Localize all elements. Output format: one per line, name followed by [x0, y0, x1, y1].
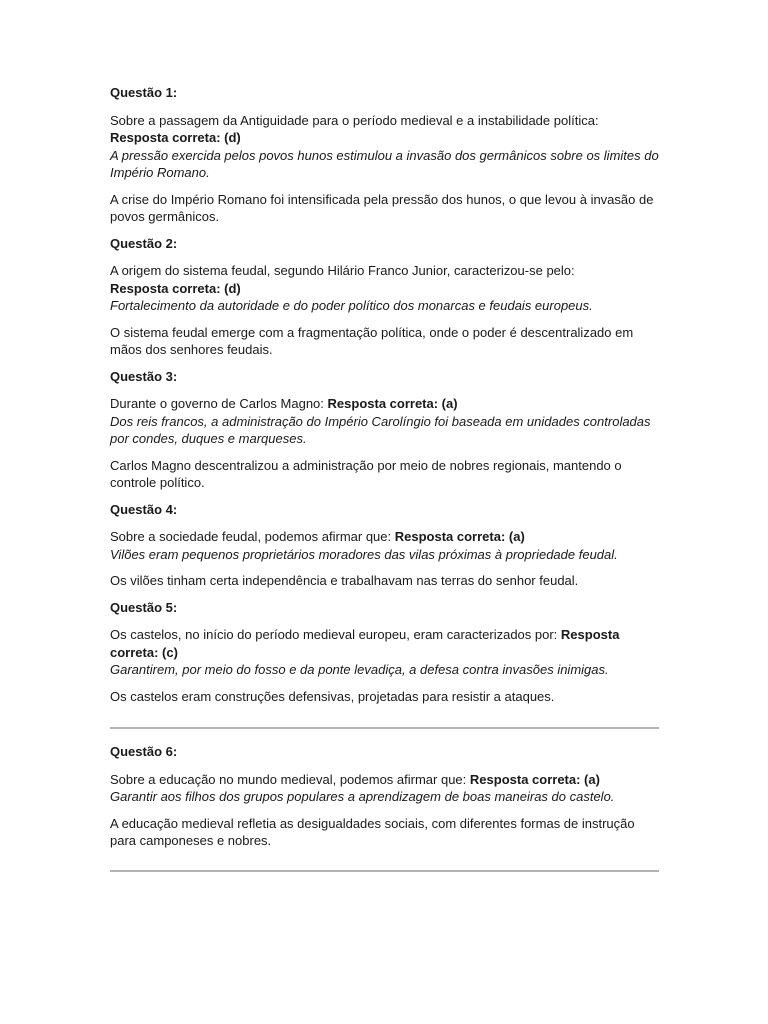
answer-text: Garantir aos filhos dos grupos populares a aprendizagem de boas maneiras do castelo. — [110, 789, 615, 804]
explanation: Os castelos eram construções defensivas, projetadas para resistir a ataques. — [110, 688, 555, 704]
answer-label: Resposta correta: (a) — [327, 396, 458, 411]
question-prompt: Os castelos, no início do período medieval europeu, eram caracterizados por: — [110, 627, 558, 642]
question-prompt: Sobre a educação no mundo medieval, podemos afirmar que: — [110, 771, 467, 787]
question-heading: Questão 6: — [110, 744, 178, 759]
section-divider — [110, 870, 659, 872]
question-body — [110, 262, 659, 315]
question-body — [110, 626, 659, 679]
question-prompt: A origem do sistema feudal, segundo Hilário Franco Junior, caracterizou-se pelo: — [110, 263, 575, 278]
answer-text: Garantirem, por meio do fosso e da ponte levadiça, a defesa contra invasões inimigas. — [110, 662, 609, 677]
question-prompt: Sobre a sociedade feudal, podemos afirmar que: — [110, 529, 392, 544]
answer-label: Resposta correta: (d) — [110, 130, 241, 145]
question-6 — [110, 743, 659, 850]
question-heading: Questão 3: — [110, 368, 178, 384]
question-1 — [110, 84, 659, 226]
explanation: A crise do Império Romano foi intensificada pela pressão dos hunos, o que levou à invasão de povos germânicos. — [110, 191, 654, 224]
question-2 — [110, 235, 659, 359]
answer-text: Fortalecimento da autoridade e do poder político dos monarcas e feudais europeus. — [110, 298, 593, 313]
answer-label: Resposta correta: (d) — [110, 280, 241, 296]
document-page — [110, 84, 659, 886]
question-heading: Questão 5: — [110, 599, 178, 615]
question-prompt: Sobre a passagem da Antiguidade para o período medieval e a instabilidade política: — [110, 112, 599, 128]
section-divider — [110, 727, 659, 729]
explanation: Os vilões tinham certa independência e trabalhavam nas terras do senhor feudal. — [110, 573, 579, 588]
question-body — [110, 528, 659, 563]
answer-label: Resposta correta: (c) — [110, 627, 620, 660]
answer-text: Vilões eram pequenos proprietários moradores das vilas próximas à propriedade feudal. — [110, 546, 618, 562]
answer-text: A pressão exercida pelos povos hunos estimulou a invasão dos germânicos sobre os limites do Império Romano. — [110, 147, 659, 180]
explanation: Carlos Magno descentralizou a administração por meio de nobres regionais, mantendo o controle político. — [110, 457, 622, 490]
question-3 — [110, 368, 659, 492]
question-body — [110, 112, 659, 182]
question-body — [110, 771, 659, 806]
question-5 — [110, 599, 659, 706]
question-heading: Questão 2: — [110, 235, 178, 251]
explanation: A educação medieval refletia as desigualdades sociais, com diferentes formas de instrução para camponeses e nobres. — [110, 815, 635, 848]
explanation: O sistema feudal emerge com a fragmentação política, onde o poder é descentralizado em mãos dos senhores feudais. — [110, 324, 634, 357]
answer-label: Resposta correta: (a) — [469, 771, 600, 787]
question-prompt: Durante o governo de Carlos Magno: — [110, 396, 324, 411]
question-heading: Questão 4: — [110, 501, 178, 517]
question-4 — [110, 501, 659, 590]
answer-text: Dos reis francos, a administração do Império Carolíngio foi baseada em unidades controladas por condes, duques e marqueses. — [110, 413, 651, 446]
question-heading: Questão 1: — [110, 85, 178, 100]
question-body — [110, 395, 659, 448]
answer-label: Resposta correta: (a) — [394, 529, 525, 544]
